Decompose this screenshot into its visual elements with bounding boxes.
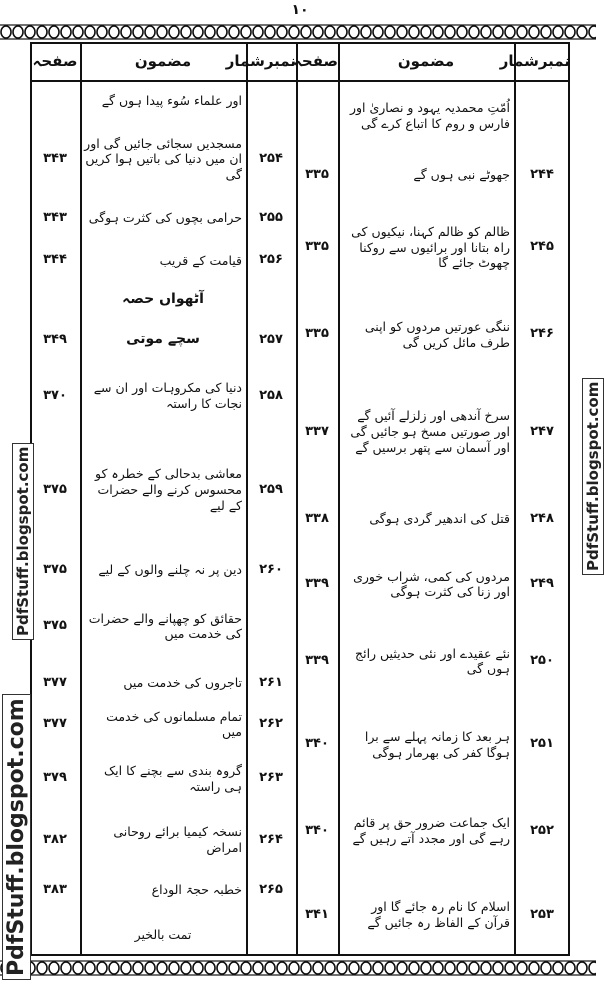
serial-number: ۲۶۴ (259, 831, 283, 847)
serial-number: ۲۵۶ (259, 252, 283, 268)
list-item (30, 595, 570, 657)
page-ref: ۳۴۹ (43, 331, 67, 347)
page-ref: ۳۳۵ (305, 167, 329, 183)
serial-number: ۲۴۵ (530, 239, 554, 255)
page-ref: ۳۴۱ (305, 906, 329, 922)
header-serial-right: نمبرشمار (499, 52, 570, 70)
serial-number: ۲۶۰ (259, 561, 283, 577)
serial-number: ۲۶۲ (259, 716, 283, 732)
closing-line (30, 918, 570, 952)
topic-text: اور علماء سُوء پیدا ہوں گے (101, 93, 242, 109)
list-item (30, 553, 570, 587)
header-page-right: صفحہ (293, 52, 338, 70)
topic-text: خطبہ حجۃ الوداع (151, 881, 242, 897)
serial-number: ۲۵۳ (530, 906, 554, 922)
serial-number: ۲۴۹ (530, 576, 554, 591)
topic-text: سچے موتی (126, 330, 200, 347)
page-ref: ۳۴۰ (305, 736, 329, 752)
list-item (30, 365, 570, 427)
page-ref: ۳۷۷ (43, 716, 67, 732)
topic-text: گروہ بندی سے بچنے کا ایک ہی راستہ (103, 762, 242, 794)
serial-number: ۲۵۰ (530, 653, 554, 669)
topic-text: معاشی بدحالی کے خطرہ کو محسوس کرنے والے حضرات کے لیے (94, 466, 242, 513)
topic-text: مردوں کی کمی، شراب خوری اور زنا کی کثرت ہوگی (353, 568, 510, 600)
header-topic-left: مضمون (134, 52, 192, 70)
serial-number: ۲۶۳ (259, 770, 283, 786)
serial-number: ۲۴۴ (530, 167, 554, 183)
watermark-left-small: PdfStuff.blogspot.com (12, 443, 34, 640)
page-ref: ۳۷۵ (43, 481, 67, 497)
topic-text: قتل کی اندھیر گردی ہوگی (369, 511, 510, 527)
serial-number: ۲۴۸ (530, 510, 554, 526)
list-item (30, 84, 570, 118)
watermark-left-large: PdfStuff.blogspot.com (2, 694, 31, 980)
topic-text: حرامی بچوں کی کثرت ہوگی (88, 210, 242, 226)
page-ref: ۳۴۰ (305, 822, 329, 838)
topic-text: مسجدیں سجائی جائیں گی اور ان میں دنیا کی باتیں ہوا کریں گی (84, 135, 242, 182)
list-item (30, 200, 570, 236)
watermark-right: PdfStuff.blogspot.com (582, 378, 604, 575)
topic-text: قیامت کے قریب (159, 252, 242, 268)
chain-border-bottom-icon (0, 958, 596, 978)
serial-number: ۲۵۹ (259, 481, 283, 497)
header-serial-left: نمبرشمار (225, 52, 296, 70)
topic-text: ایک جماعت ضرور حق پر قائم رہے گی اور مجدد آتے رہیں گے (352, 815, 510, 846)
section-title: آٹھواں حصہ (122, 290, 204, 307)
topic-text: جھوٹے نبی ہوں گے (413, 167, 510, 183)
header-divider (30, 80, 570, 82)
list-item (30, 818, 570, 862)
serial-number: ۲۴۶ (530, 326, 554, 342)
serial-number: ۲۶۵ (259, 881, 283, 897)
page-ref: ۳۳۹ (305, 653, 329, 669)
page-ref: ۳۷۵ (43, 618, 67, 633)
page-ref: ۳۴۳ (43, 210, 67, 226)
page-ref: ۳۴۴ (43, 252, 67, 268)
topic-text: نئے عقیدے اور نئی حدیثیں رائج ہوں گی (355, 645, 510, 677)
closing-text: تمت بالخیر (134, 927, 192, 943)
topic-text: ننگی عورتیں مردوں کو اپنی طرف مائل کریں گی (364, 318, 510, 350)
header-page-left: صفحہ (32, 52, 78, 70)
decorative-border-bottom (0, 958, 596, 978)
list-item (30, 126, 570, 192)
page-ref: ۳۳۵ (305, 326, 329, 342)
page-ref: ۳۳۵ (305, 239, 329, 255)
topic-text: نسخہ کیمیا برائے روحانی امراض (113, 824, 242, 855)
topic-text: دین پر نہ چلنے والوں کے لیے (98, 562, 242, 578)
page-ref: ۳۳۸ (305, 510, 329, 526)
list-item (30, 435, 570, 545)
serial-number (246, 595, 296, 657)
topic-text: اسلام کا نام رہ جائے گا اور قرآن کے الفاظ رہ جائیں گے (367, 899, 510, 930)
section-heading (30, 285, 570, 315)
serial-number (246, 84, 296, 118)
header-topic-right: مضمون (397, 52, 455, 70)
list-item (30, 870, 570, 910)
topic-text: دنیا کی مکروہات اور ان سے نجات کا راستہ (93, 380, 242, 411)
page-ref: ۳۷۷ (43, 675, 67, 691)
topic-text: تاجروں کی خدمت میں (123, 675, 242, 691)
page-ref: ۳۸۲ (43, 831, 67, 847)
topic-text: اُمّتِ محمدیہ یہود و نصاریٰ اور فارس و روم کا اتباع کرے گی (349, 100, 510, 131)
topic-text: ہر بعد کا زمانہ پہلے سے برا ہوگا کفر کی بھرمار ہوگی (364, 728, 510, 760)
list-item (30, 323, 570, 357)
page-ref: ۳۷۵ (43, 561, 67, 577)
page-ref: ۳۸۳ (43, 881, 67, 897)
serial-number: ۲۵۷ (259, 331, 283, 347)
topic-text: تمام مسلمانوں کی خدمت میں (106, 708, 242, 740)
page-ref: ۳۷۰ (43, 387, 67, 403)
topic-text: حقائق کو چھپانے والے حضرات کی خدمت میں (88, 610, 242, 642)
topic-text: سرخ آندھی اور زلزلے آئیں گے اور صورتیں مسخ ہو جائیں گی اور آسمان سے پتھر برسیں گے (350, 408, 510, 455)
list-item (30, 709, 570, 739)
page-ref (30, 84, 80, 118)
chain-border-top-icon (0, 22, 596, 42)
page-ref: ۳۳۷ (305, 423, 329, 439)
topic-text: ظالم کو ظالم کہنا، نیکیوں کی راہ بتانا اور برائیوں سے روکنا چھوٹ جائے گا (351, 223, 510, 271)
left-column-list (30, 84, 570, 952)
decorative-border-top (0, 22, 596, 42)
serial-number: ۲۵۴ (259, 151, 283, 166)
serial-number: ۲۴۷ (530, 423, 554, 439)
serial-number: ۲۵۸ (259, 387, 283, 403)
list-item (30, 244, 570, 276)
page-ref: ۳۴۳ (43, 151, 67, 166)
page-ref: ۳۷۹ (43, 770, 67, 786)
serial-number: ۲۵۱ (530, 736, 554, 752)
serial-number: ۲۵۵ (259, 210, 283, 226)
list-item (30, 665, 570, 701)
serial-number: ۲۵۲ (530, 822, 554, 838)
page-ref: ۳۳۹ (305, 576, 329, 591)
list-item (30, 748, 570, 810)
serial-number: ۲۶۱ (259, 675, 283, 691)
page-number: ۱۰ (291, 2, 309, 18)
